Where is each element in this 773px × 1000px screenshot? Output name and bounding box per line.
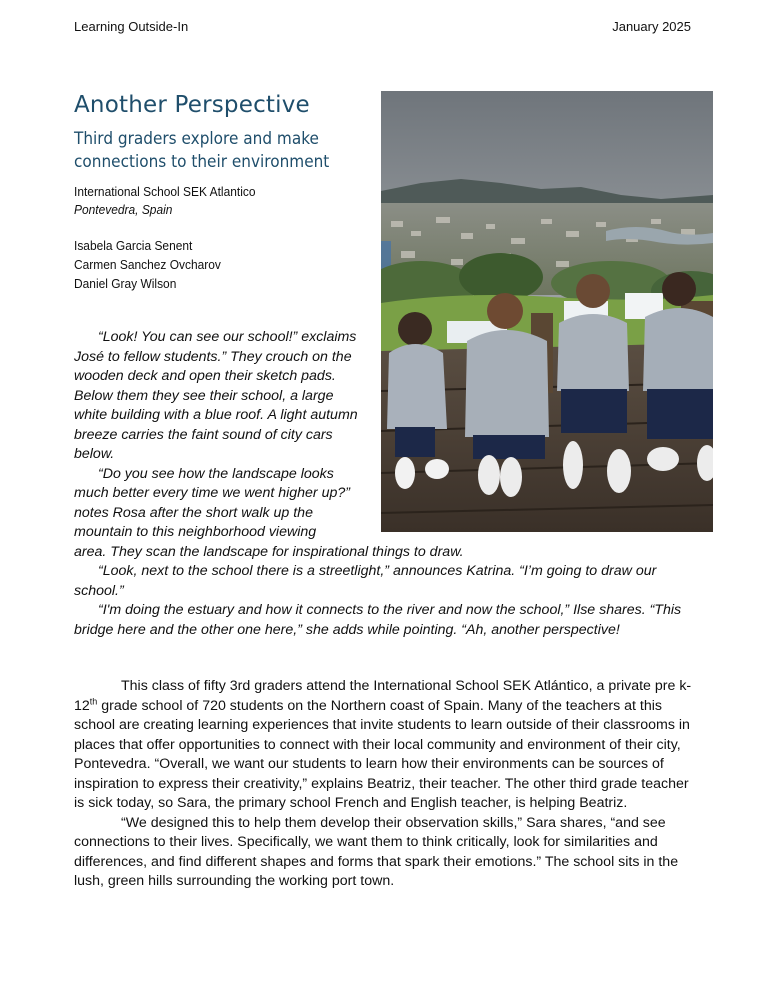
school-location: Pontevedra, Spain <box>74 202 173 217</box>
issue-date: January 2025 <box>612 19 691 34</box>
article-title: Another Perspective <box>74 92 310 118</box>
author-name: Carmen Sanchez Ovcharov <box>74 257 221 272</box>
body-paragraph <box>74 677 696 814</box>
ordinal-suffix: th <box>89 695 98 706</box>
body-text: This class of fifty 3rd graders attend the International School SEK Atlántico, a private pre k-12 <box>74 678 692 714</box>
story-paragraph: “I'm doing the estuary and how it connects to the river and now the school,” Ilse shares. “This bridge here and the other one here,” she adds while pointing. “Ah, another perspective! <box>74 602 682 638</box>
story-paragraph: “Do you see how the landscape looks much better every time we went higher up?” notes Rosa after the short walk up the mountain to this neighborhood viewing <box>74 465 350 540</box>
story-paragraph-continuation: area. They scan the landscape for inspirational things to draw. <box>74 543 464 560</box>
article-body <box>74 677 696 892</box>
opening-story <box>74 328 694 640</box>
article-subtitle: Third graders explore and make connections to their environment <box>74 129 330 172</box>
story-paragraph: “Look, next to the school there is a streetlight,” announces Katrina. “I’m going to draw our school.” <box>74 563 657 599</box>
author-list <box>74 236 221 293</box>
newsletter-name: Learning Outside-In <box>74 19 189 34</box>
author-name: Isabela Garcia Senent <box>74 238 193 253</box>
school-name: International School SEK Atlantico <box>74 184 256 199</box>
body-text: grade school of 720 students on the Northern coast of Spain. Many of the teachers at this school are creating learning experiences that invite students to learn outside of their classrooms in places that offer opportunities to connect with their local community and environment of their city, Pontevedra. “Overall, we want our students to learn how their environments can be sources of inspiration to express their creativity,” explains Beatriz, their teacher. The other third grade teacher is sick today, so Sara, the primary school French and English teacher, is helping Beatriz. <box>74 697 690 811</box>
story-paragraph: “Look! You can see our school!” exclaims José to fellow students.” They crouch on the wooden deck and open their sketch pads. Below them they see their school, a large white building with a blue roof. A light autumn breeze carries the faint sound of city cars below. <box>74 329 358 462</box>
author-name: Daniel Gray Wilson <box>74 276 177 291</box>
body-paragraph: “We designed this to help them develop their observation skills,” Sara shares, “and see connections to their lives. Specifically, we want them to think critically, look for similarities and differences, and find different shapes and forms that spark their emotions.” The school sits in the lush, green hills surrounding the working port town. <box>74 814 679 889</box>
